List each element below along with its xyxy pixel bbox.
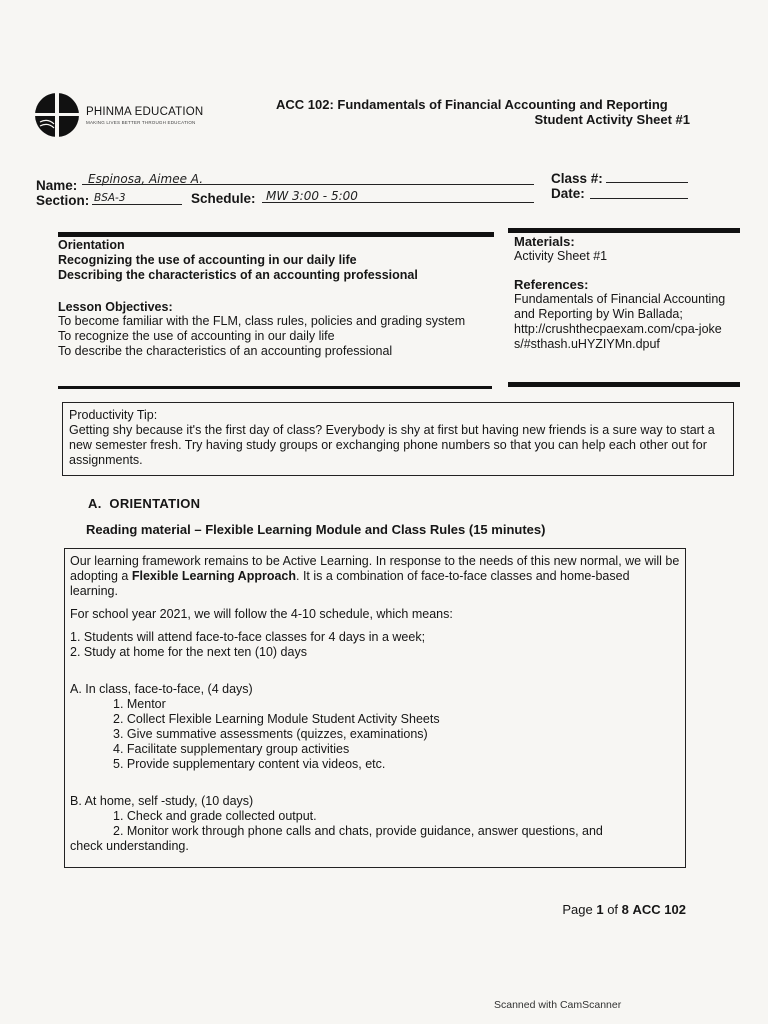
in-class-item: 3. Give summative assessments (quizzes, examinations) <box>113 727 428 741</box>
in-class-item: 2. Collect Flexible Learning Module Student Activity Sheets <box>113 712 440 726</box>
page-footer <box>562 902 686 917</box>
footer-course: ACC 102 <box>632 902 686 917</box>
schedule-label: Schedule: <box>191 191 256 206</box>
section-value: BSA-3 <box>94 192 126 204</box>
class-number-label: Class #: <box>551 171 603 186</box>
name-label: Name: <box>36 178 78 193</box>
at-home-heading: B. At home, self -study, (10 days) <box>70 794 254 808</box>
page-total: 8 <box>621 902 629 917</box>
in-class-item: 5. Provide supplementary content via videos, etc. <box>113 757 386 771</box>
materials-value: Activity Sheet #1 <box>514 249 608 263</box>
name-value: Espinosa, Aimee A. <box>88 172 204 186</box>
objective-1: To become familiar with the FLM, class rules, policies and grading system <box>58 314 466 328</box>
objective-3: To describe the characteristics of an accounting professional <box>58 344 393 358</box>
date-label: Date: <box>551 186 585 201</box>
flexible-learning-approach: Flexible Learning Approach <box>131 569 297 583</box>
at-home-item-2: 2. Monitor work through phone calls and chats, provide guidance, answer questions, and <box>113 824 603 838</box>
at-home-item-2-continued: check understanding. <box>70 839 189 853</box>
schedule-item-1: 1. Students will attend face-to-face classes for 4 days in a week; <box>70 630 426 644</box>
date-field[interactable] <box>590 184 688 199</box>
in-class-item: 4. Facilitate supplementary group activities <box>113 742 350 756</box>
in-class-item: 1. Mentor <box>113 697 166 711</box>
section-a-heading: A. ORIENTATION <box>88 496 201 511</box>
orientation-line-2: Describing the characteristics of an accounting professional <box>58 268 418 282</box>
reading-material-box <box>64 548 686 868</box>
tip-title: Productivity Tip: <box>69 408 158 422</box>
materials-heading: Materials: <box>514 234 575 249</box>
schedule-item-2: 2. Study at home for the next ten (10) days <box>70 645 307 659</box>
top-divider-right <box>508 228 740 233</box>
at-home-item-1: 1. Check and grade collected output. <box>113 809 317 823</box>
framework-paragraph <box>70 554 680 599</box>
framework-text-2: . It is a combination of face-to-face classes and home-based learning. <box>70 569 630 598</box>
productivity-tip-box <box>62 402 734 476</box>
class-number-field[interactable] <box>606 168 688 183</box>
tip-body: Getting shy because it's the first day of class? Everybody is shy at first but having new friends is a sure way to start a new semester fresh. Try having study groups or exchanging phone numbers so that you can help each other out for assignments. <box>69 423 715 467</box>
objective-2: To recognize the use of accounting in our daily life <box>58 329 335 343</box>
in-class-heading: A. In class, face-to-face, (4 days) <box>70 682 253 696</box>
brand-name: PHINMA EDUCATION <box>86 106 204 118</box>
objectives-heading: Lesson Objectives: <box>58 300 173 314</box>
bottom-divider-right <box>508 382 740 387</box>
page-number: 1 <box>596 902 604 917</box>
page-of: of <box>603 902 622 917</box>
reference-book: Fundamentals of Financial Accounting and Reporting by Win Ballada; <box>514 292 726 321</box>
orientation-box <box>58 238 495 359</box>
schedule-paragraph: For school year 2021, we will follow the 4-10 schedule, which means: <box>70 607 453 621</box>
orientation-heading: Orientation <box>58 238 125 252</box>
reading-material-heading: Reading material – Flexible Learning Module and Class Rules (15 minutes) <box>86 522 546 537</box>
references-heading: References: <box>514 277 589 292</box>
framework-text-1: Our learning framework remains to be Active Learning. In response to the needs of this new normal, we will be adopting a <box>70 554 680 583</box>
page-prefix: Page <box>562 902 597 917</box>
section-label: Section: <box>36 193 90 208</box>
orientation-line-1: Recognizing the use of accounting in our daily life <box>58 253 357 267</box>
course-title: ACC 102: Fundamentals of Financial Accounting and Reporting <box>276 97 668 112</box>
top-divider-left <box>58 232 494 237</box>
reference-link: http://crushthecpaexam.com/cpa-jokes/#sthash.uHYZIYMn.dpuf <box>514 322 722 351</box>
sheet-title: Student Activity Sheet #1 <box>534 112 690 127</box>
scanner-watermark: Scanned with CamScanner <box>494 999 622 1011</box>
bottom-divider-left <box>58 386 492 389</box>
brand-tagline: MAKING LIVES BETTER THROUGH EDUCATION <box>86 120 196 125</box>
schedule-value: MW 3:00 - 5:00 <box>266 189 358 203</box>
materials-references-box <box>514 234 738 352</box>
phinma-logo <box>34 92 80 138</box>
